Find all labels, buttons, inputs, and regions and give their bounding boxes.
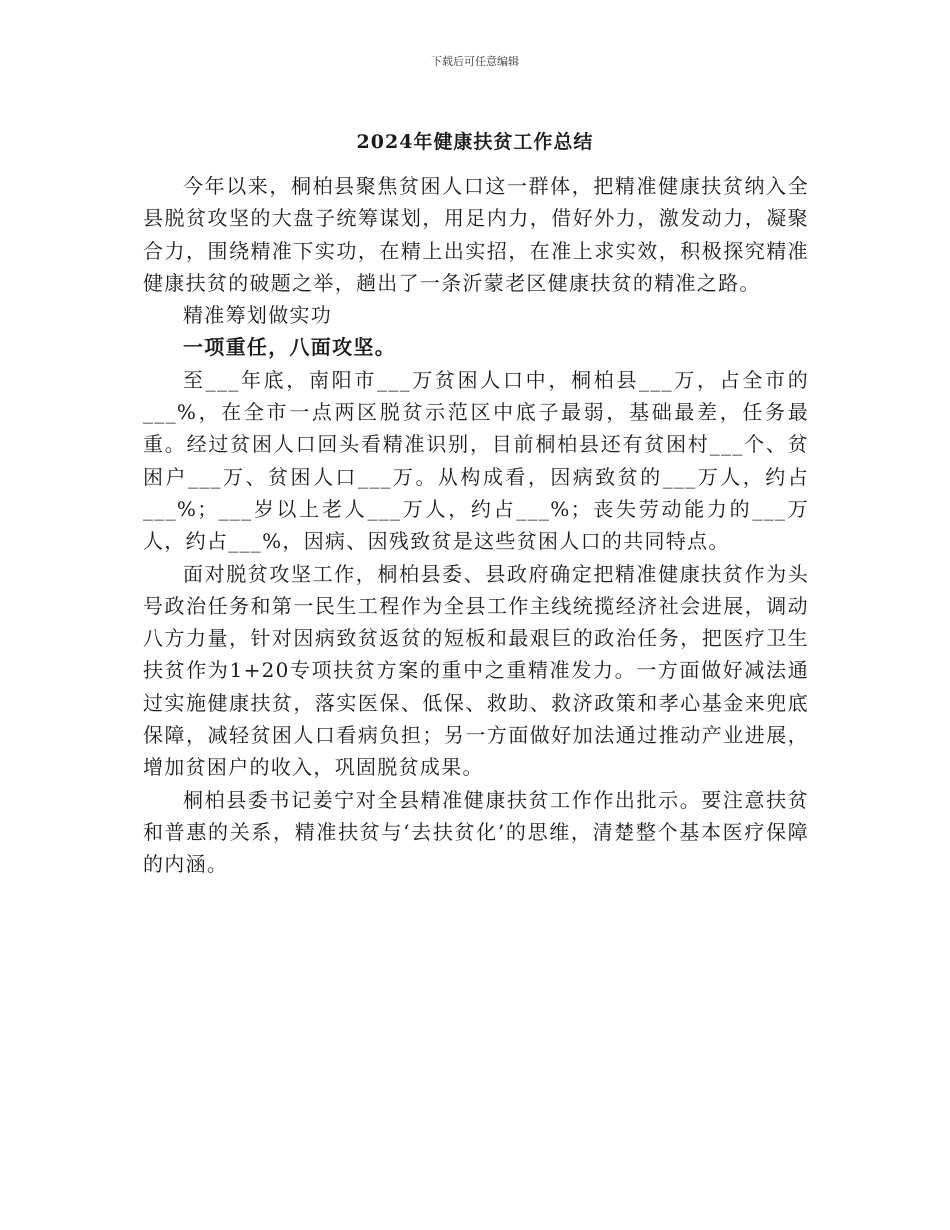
paragraph-statistics: 至___年底，南阳市___万贫困人口中，桐柏县___万，占全市的___%，在全市一点两区脱贫示范区中底子最弱，基础最差，任务最重。经过贫困人口回头看精准识别，目前桐柏县还有贫困村___个、贫困户___万、贫困人口___万。从构成看，因病致贫的___万人，约占___%；___岁以上老人___万人，约占___%；丧失劳动能力的___万人，约占___%，因病、因残致贫是这些贫困人口的共同特点。 [143,367,809,554]
paragraph-policy: 面对脱贫攻坚工作，桐柏县委、县政府确定把精准健康扶贫作为头号政治任务和第一民生工程作为全县工作主线统揽经济社会进展，调动八方力量，针对因病致贫返贫的短板和最艰巨的政治任务，把医疗卫生扶贫作为1+20专项扶贫方案的重中之重精准发力。一方面做好减法通过实施健康扶贫，落实医保、低保、救助、救济政策和孝心基金来兜底保障，减轻贫困人口看病负担；另一方面做好加法通过推动产业进展，增加贫困户的收入，巩固脱贫成果。 [143,561,809,780]
paragraph-instruction: 桐柏县委书记姜宁对全县精准健康扶贫工作作出批示。要注意扶贫和普惠的关系，精准扶贫与‘去扶贫化’的思维，清楚整个基本医疗保障的内涵。 [143,787,809,877]
paragraph-intro: 今年以来，桐柏县聚焦贫困人口这一群体，把精准健康扶贫纳入全县脱贫攻坚的大盘子统筹谋划，用足内力，借好外力，激发动力，凝聚合力，围绕精准下实功，在精上出实招，在准上求实效，积极探究精准健康扶贫的破题之举，趟出了一条沂蒙老区健康扶贫的精准之路。 [143,174,809,295]
document-title: 2024年健康扶贫工作总结 [356,131,594,153]
document-body [143,170,809,881]
bold-subheading: 一项重任，八面攻坚。 [183,335,396,360]
section-heading: 精准筹划做实功 [183,303,333,328]
header-note: 下载后可任意编辑 [431,55,519,68]
